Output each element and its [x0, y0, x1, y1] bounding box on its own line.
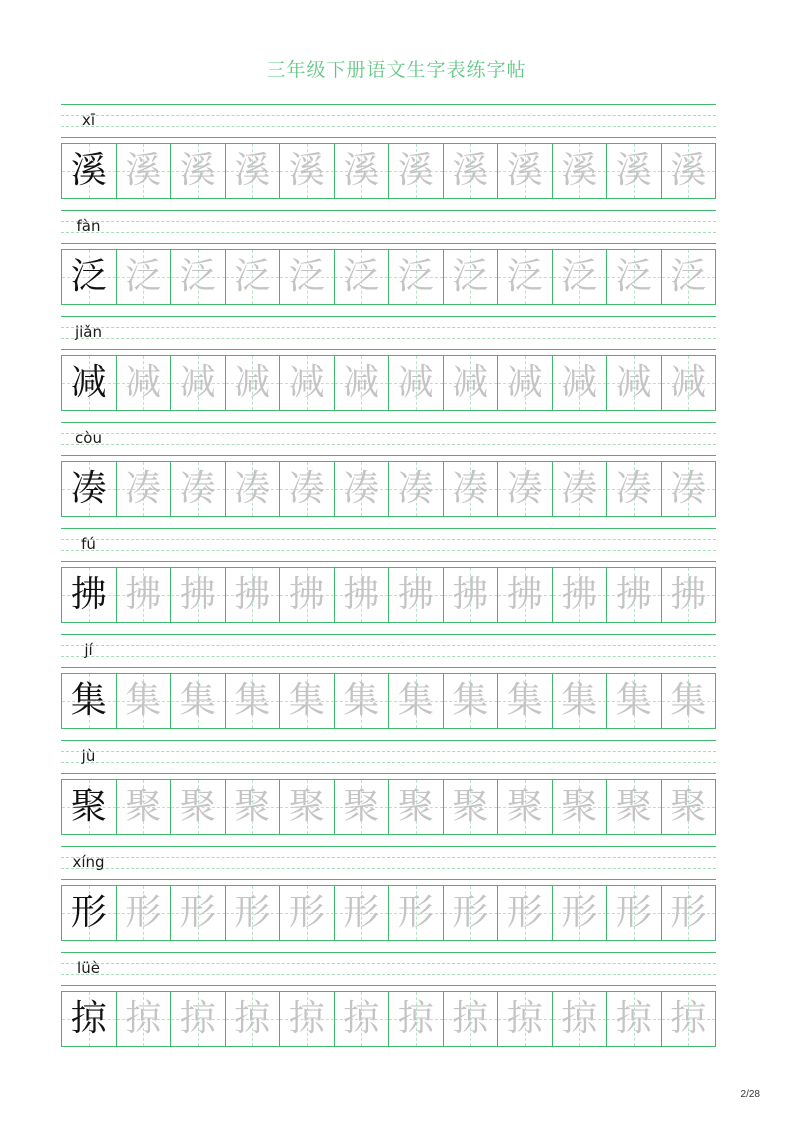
trace-cell — [171, 250, 226, 304]
trace-character: 溪 — [561, 150, 598, 191]
trace-cell — [280, 992, 335, 1046]
trace-character: 凑 — [343, 468, 380, 509]
trace-cell — [389, 462, 444, 516]
practice-row — [61, 104, 716, 200]
trace-character: 拂 — [179, 574, 216, 615]
pinyin-band — [61, 528, 716, 561]
trace-character: 溪 — [125, 150, 162, 191]
trace-cell — [607, 250, 662, 304]
model-cell — [62, 462, 117, 516]
trace-character: 溪 — [615, 150, 652, 191]
pinyin-guide-line — [61, 338, 716, 339]
pinyin-guide-line — [61, 762, 716, 763]
trace-cell — [171, 992, 226, 1046]
pinyin-band — [61, 210, 716, 243]
practice-row — [61, 528, 716, 624]
trace-character: 拂 — [234, 574, 271, 615]
trace-cell — [607, 886, 662, 940]
trace-cell — [607, 992, 662, 1046]
pinyin-label: jí — [84, 641, 93, 659]
trace-character: 聚 — [615, 786, 652, 827]
model-character: 集 — [70, 680, 107, 721]
trace-cell — [226, 568, 281, 622]
trace-character: 聚 — [234, 786, 271, 827]
pinyin-guide-line — [61, 316, 716, 317]
model-character: 减 — [70, 362, 107, 403]
trace-character: 凑 — [615, 468, 652, 509]
trace-character: 溪 — [397, 150, 434, 191]
character-grid — [61, 143, 716, 199]
trace-cell — [117, 992, 172, 1046]
model-cell — [62, 780, 117, 834]
trace-cell — [607, 356, 662, 410]
trace-cell — [553, 674, 608, 728]
pinyin-label: jù — [81, 747, 96, 765]
trace-cell — [607, 462, 662, 516]
model-cell — [62, 568, 117, 622]
trace-character: 掠 — [234, 998, 271, 1039]
trace-character: 形 — [506, 892, 543, 933]
trace-character: 掠 — [288, 998, 325, 1039]
model-cell — [62, 992, 117, 1046]
trace-character: 集 — [670, 680, 707, 721]
trace-character: 集 — [561, 680, 598, 721]
character-grid — [61, 673, 716, 729]
trace-character: 减 — [234, 362, 271, 403]
trace-character: 减 — [343, 362, 380, 403]
trace-character: 集 — [125, 680, 162, 721]
trace-character: 泛 — [343, 256, 380, 297]
pinyin-guide-line — [61, 528, 716, 529]
trace-cell — [662, 992, 716, 1046]
pinyin-guide-line — [61, 974, 716, 975]
trace-character: 凑 — [670, 468, 707, 509]
trace-character: 掠 — [125, 998, 162, 1039]
trace-cell — [444, 992, 499, 1046]
pinyin-band — [61, 740, 716, 773]
pinyin-label: fàn — [76, 217, 101, 235]
trace-character: 溪 — [506, 150, 543, 191]
trace-cell — [444, 462, 499, 516]
trace-cell — [444, 674, 499, 728]
trace-character: 泛 — [615, 256, 652, 297]
pinyin-guide-line — [61, 773, 716, 774]
trace-character: 拂 — [343, 574, 380, 615]
trace-character: 凑 — [397, 468, 434, 509]
pinyin-label: fú — [81, 535, 96, 553]
trace-cell — [335, 250, 390, 304]
trace-character: 泛 — [397, 256, 434, 297]
trace-character: 掠 — [561, 998, 598, 1039]
trace-cell — [171, 462, 226, 516]
trace-cell — [171, 886, 226, 940]
trace-character: 减 — [561, 362, 598, 403]
trace-cell — [226, 780, 281, 834]
trace-cell — [280, 780, 335, 834]
pinyin-label: xíng — [72, 853, 105, 871]
pinyin-guide-line — [61, 561, 716, 562]
trace-cell — [335, 992, 390, 1046]
trace-character: 集 — [506, 680, 543, 721]
pinyin-guide-line — [61, 232, 716, 233]
trace-character: 溪 — [288, 150, 325, 191]
model-cell — [62, 674, 117, 728]
trace-character: 拂 — [615, 574, 652, 615]
character-grid — [61, 461, 716, 517]
trace-cell — [117, 780, 172, 834]
trace-cell — [280, 568, 335, 622]
trace-cell — [662, 568, 716, 622]
trace-cell — [553, 992, 608, 1046]
trace-cell — [117, 886, 172, 940]
trace-cell — [280, 886, 335, 940]
trace-cell — [444, 886, 499, 940]
trace-character: 拂 — [397, 574, 434, 615]
trace-character: 掠 — [397, 998, 434, 1039]
model-cell — [62, 356, 117, 410]
pinyin-guide-line — [61, 634, 716, 635]
pinyin-guide-line — [61, 656, 716, 657]
pinyin-guide-line — [61, 455, 716, 456]
trace-cell — [553, 144, 608, 198]
pinyin-band — [61, 846, 716, 879]
trace-cell — [498, 356, 553, 410]
pinyin-guide-line — [61, 539, 716, 540]
trace-cell — [389, 250, 444, 304]
trace-character: 拂 — [452, 574, 489, 615]
trace-character: 聚 — [343, 786, 380, 827]
trace-cell — [444, 250, 499, 304]
trace-cell — [553, 462, 608, 516]
trace-cell — [498, 250, 553, 304]
trace-cell — [662, 780, 716, 834]
practice-row — [61, 740, 716, 836]
trace-character: 形 — [179, 892, 216, 933]
trace-cell — [226, 250, 281, 304]
trace-cell — [498, 674, 553, 728]
trace-character: 拂 — [506, 574, 543, 615]
practice-row — [61, 952, 716, 1048]
pinyin-guide-line — [61, 952, 716, 953]
trace-cell — [280, 356, 335, 410]
trace-cell — [335, 780, 390, 834]
character-grid — [61, 567, 716, 623]
trace-cell — [553, 568, 608, 622]
trace-cell — [171, 780, 226, 834]
trace-cell — [335, 356, 390, 410]
trace-cell — [117, 250, 172, 304]
model-cell — [62, 250, 117, 304]
trace-cell — [171, 674, 226, 728]
pinyin-guide-line — [61, 444, 716, 445]
trace-character: 减 — [670, 362, 707, 403]
trace-character: 凑 — [234, 468, 271, 509]
character-grid — [61, 355, 716, 411]
model-character: 形 — [70, 892, 107, 933]
trace-cell — [498, 568, 553, 622]
pinyin-guide-line — [61, 349, 716, 350]
trace-cell — [607, 780, 662, 834]
trace-character: 形 — [125, 892, 162, 933]
trace-cell — [389, 780, 444, 834]
trace-cell — [498, 144, 553, 198]
trace-character: 集 — [179, 680, 216, 721]
trace-cell — [226, 992, 281, 1046]
trace-character: 聚 — [397, 786, 434, 827]
trace-character: 掠 — [452, 998, 489, 1039]
trace-cell — [171, 356, 226, 410]
trace-cell — [444, 144, 499, 198]
model-cell — [62, 886, 117, 940]
trace-character: 泛 — [670, 256, 707, 297]
trace-cell — [607, 568, 662, 622]
trace-cell — [553, 250, 608, 304]
trace-character: 形 — [234, 892, 271, 933]
trace-cell — [389, 356, 444, 410]
pinyin-guide-line — [61, 422, 716, 423]
pinyin-guide-line — [61, 879, 716, 880]
trace-character: 集 — [343, 680, 380, 721]
trace-character: 聚 — [452, 786, 489, 827]
trace-cell — [117, 462, 172, 516]
model-character: 拂 — [70, 574, 107, 615]
practice-row — [61, 210, 716, 306]
trace-character: 泛 — [506, 256, 543, 297]
trace-cell — [280, 674, 335, 728]
pinyin-band — [61, 316, 716, 349]
trace-character: 聚 — [288, 786, 325, 827]
pinyin-guide-line — [61, 740, 716, 741]
trace-character: 掠 — [343, 998, 380, 1039]
trace-character: 溪 — [234, 150, 271, 191]
trace-character: 聚 — [561, 786, 598, 827]
trace-character: 溪 — [343, 150, 380, 191]
pinyin-band — [61, 634, 716, 667]
trace-character: 凑 — [288, 468, 325, 509]
pinyin-band — [61, 104, 716, 137]
pinyin-guide-line — [61, 667, 716, 668]
pinyin-guide-line — [61, 126, 716, 127]
trace-character: 集 — [397, 680, 434, 721]
trace-character: 聚 — [179, 786, 216, 827]
model-character: 溪 — [70, 150, 107, 191]
pinyin-guide-line — [61, 137, 716, 138]
practice-row — [61, 316, 716, 412]
trace-character: 减 — [125, 362, 162, 403]
model-character: 凑 — [70, 468, 107, 509]
trace-cell — [117, 674, 172, 728]
trace-cell — [662, 886, 716, 940]
model-character: 泛 — [70, 256, 107, 297]
trace-cell — [389, 674, 444, 728]
pinyin-label: jiǎn — [74, 323, 103, 341]
trace-cell — [662, 356, 716, 410]
trace-character: 掠 — [179, 998, 216, 1039]
trace-cell — [607, 144, 662, 198]
trace-character: 形 — [561, 892, 598, 933]
trace-character: 凑 — [452, 468, 489, 509]
trace-cell — [226, 674, 281, 728]
trace-cell — [389, 886, 444, 940]
pinyin-label: còu — [75, 429, 102, 447]
trace-character: 掠 — [506, 998, 543, 1039]
trace-character: 泛 — [561, 256, 598, 297]
pinyin-guide-line — [61, 433, 716, 434]
trace-character: 拂 — [670, 574, 707, 615]
practice-row — [61, 634, 716, 730]
trace-cell — [498, 780, 553, 834]
pinyin-label: xī — [81, 111, 96, 129]
trace-cell — [498, 462, 553, 516]
pinyin-guide-line — [61, 550, 716, 551]
pinyin-label: lüè — [77, 959, 100, 977]
page-number: 2/28 — [740, 1089, 760, 1100]
trace-cell — [444, 568, 499, 622]
model-character: 掠 — [70, 998, 107, 1039]
trace-cell — [280, 250, 335, 304]
trace-character: 凑 — [561, 468, 598, 509]
pinyin-band — [61, 422, 716, 455]
trace-character: 形 — [452, 892, 489, 933]
trace-character: 掠 — [615, 998, 652, 1039]
trace-cell — [226, 462, 281, 516]
page-title: 三年级下册语文生字表练字帖 — [266, 59, 527, 81]
character-grid — [61, 885, 716, 941]
character-grid — [61, 779, 716, 835]
trace-character: 拂 — [125, 574, 162, 615]
trace-character: 形 — [288, 892, 325, 933]
trace-cell — [335, 144, 390, 198]
trace-cell — [553, 886, 608, 940]
trace-character: 溪 — [179, 150, 216, 191]
trace-cell — [553, 356, 608, 410]
trace-cell — [226, 144, 281, 198]
trace-character: 聚 — [125, 786, 162, 827]
trace-character: 集 — [234, 680, 271, 721]
trace-character: 减 — [506, 362, 543, 403]
trace-character: 溪 — [670, 150, 707, 191]
trace-cell — [335, 674, 390, 728]
practice-row — [61, 422, 716, 518]
trace-character: 聚 — [506, 786, 543, 827]
trace-cell — [662, 250, 716, 304]
trace-character: 形 — [397, 892, 434, 933]
trace-character: 泛 — [179, 256, 216, 297]
trace-character: 集 — [452, 680, 489, 721]
trace-character: 形 — [670, 892, 707, 933]
pinyin-band — [61, 952, 716, 985]
trace-character: 形 — [615, 892, 652, 933]
trace-character: 泛 — [125, 256, 162, 297]
trace-character: 集 — [288, 680, 325, 721]
trace-character: 拂 — [561, 574, 598, 615]
trace-cell — [553, 780, 608, 834]
trace-character: 形 — [343, 892, 380, 933]
trace-character: 泛 — [452, 256, 489, 297]
pinyin-guide-line — [61, 846, 716, 847]
trace-cell — [117, 568, 172, 622]
pinyin-guide-line — [61, 985, 716, 986]
model-character: 聚 — [70, 786, 107, 827]
trace-cell — [280, 462, 335, 516]
trace-character: 泛 — [234, 256, 271, 297]
pinyin-guide-line — [61, 104, 716, 105]
trace-cell — [444, 780, 499, 834]
trace-cell — [226, 356, 281, 410]
trace-cell — [498, 992, 553, 1046]
trace-cell — [389, 992, 444, 1046]
model-cell — [62, 144, 117, 198]
trace-cell — [444, 356, 499, 410]
pinyin-guide-line — [61, 210, 716, 211]
trace-character: 集 — [615, 680, 652, 721]
pinyin-guide-line — [61, 751, 716, 752]
pinyin-guide-line — [61, 221, 716, 222]
trace-cell — [389, 144, 444, 198]
pinyin-guide-line — [61, 868, 716, 869]
pinyin-guide-line — [61, 115, 716, 116]
trace-character: 凑 — [506, 468, 543, 509]
practice-row — [61, 846, 716, 942]
trace-cell — [335, 568, 390, 622]
trace-character: 减 — [288, 362, 325, 403]
trace-cell — [335, 462, 390, 516]
trace-cell — [498, 886, 553, 940]
trace-character: 溪 — [452, 150, 489, 191]
trace-cell — [117, 144, 172, 198]
trace-cell — [117, 356, 172, 410]
trace-cell — [280, 144, 335, 198]
trace-cell — [389, 568, 444, 622]
character-grid — [61, 249, 716, 305]
trace-character: 聚 — [670, 786, 707, 827]
trace-cell — [662, 674, 716, 728]
pinyin-guide-line — [61, 645, 716, 646]
trace-cell — [662, 144, 716, 198]
pinyin-guide-line — [61, 963, 716, 964]
pinyin-guide-line — [61, 857, 716, 858]
trace-character: 减 — [452, 362, 489, 403]
trace-cell — [226, 886, 281, 940]
trace-cell — [335, 886, 390, 940]
trace-cell — [171, 568, 226, 622]
character-grid — [61, 991, 716, 1047]
trace-cell — [171, 144, 226, 198]
trace-character: 凑 — [179, 468, 216, 509]
trace-character: 减 — [397, 362, 434, 403]
pinyin-guide-line — [61, 327, 716, 328]
trace-cell — [607, 674, 662, 728]
trace-character: 掠 — [670, 998, 707, 1039]
pinyin-guide-line — [61, 243, 716, 244]
trace-character: 减 — [615, 362, 652, 403]
trace-character: 减 — [179, 362, 216, 403]
trace-character: 拂 — [288, 574, 325, 615]
trace-cell — [662, 462, 716, 516]
trace-character: 泛 — [288, 256, 325, 297]
trace-character: 凑 — [125, 468, 162, 509]
